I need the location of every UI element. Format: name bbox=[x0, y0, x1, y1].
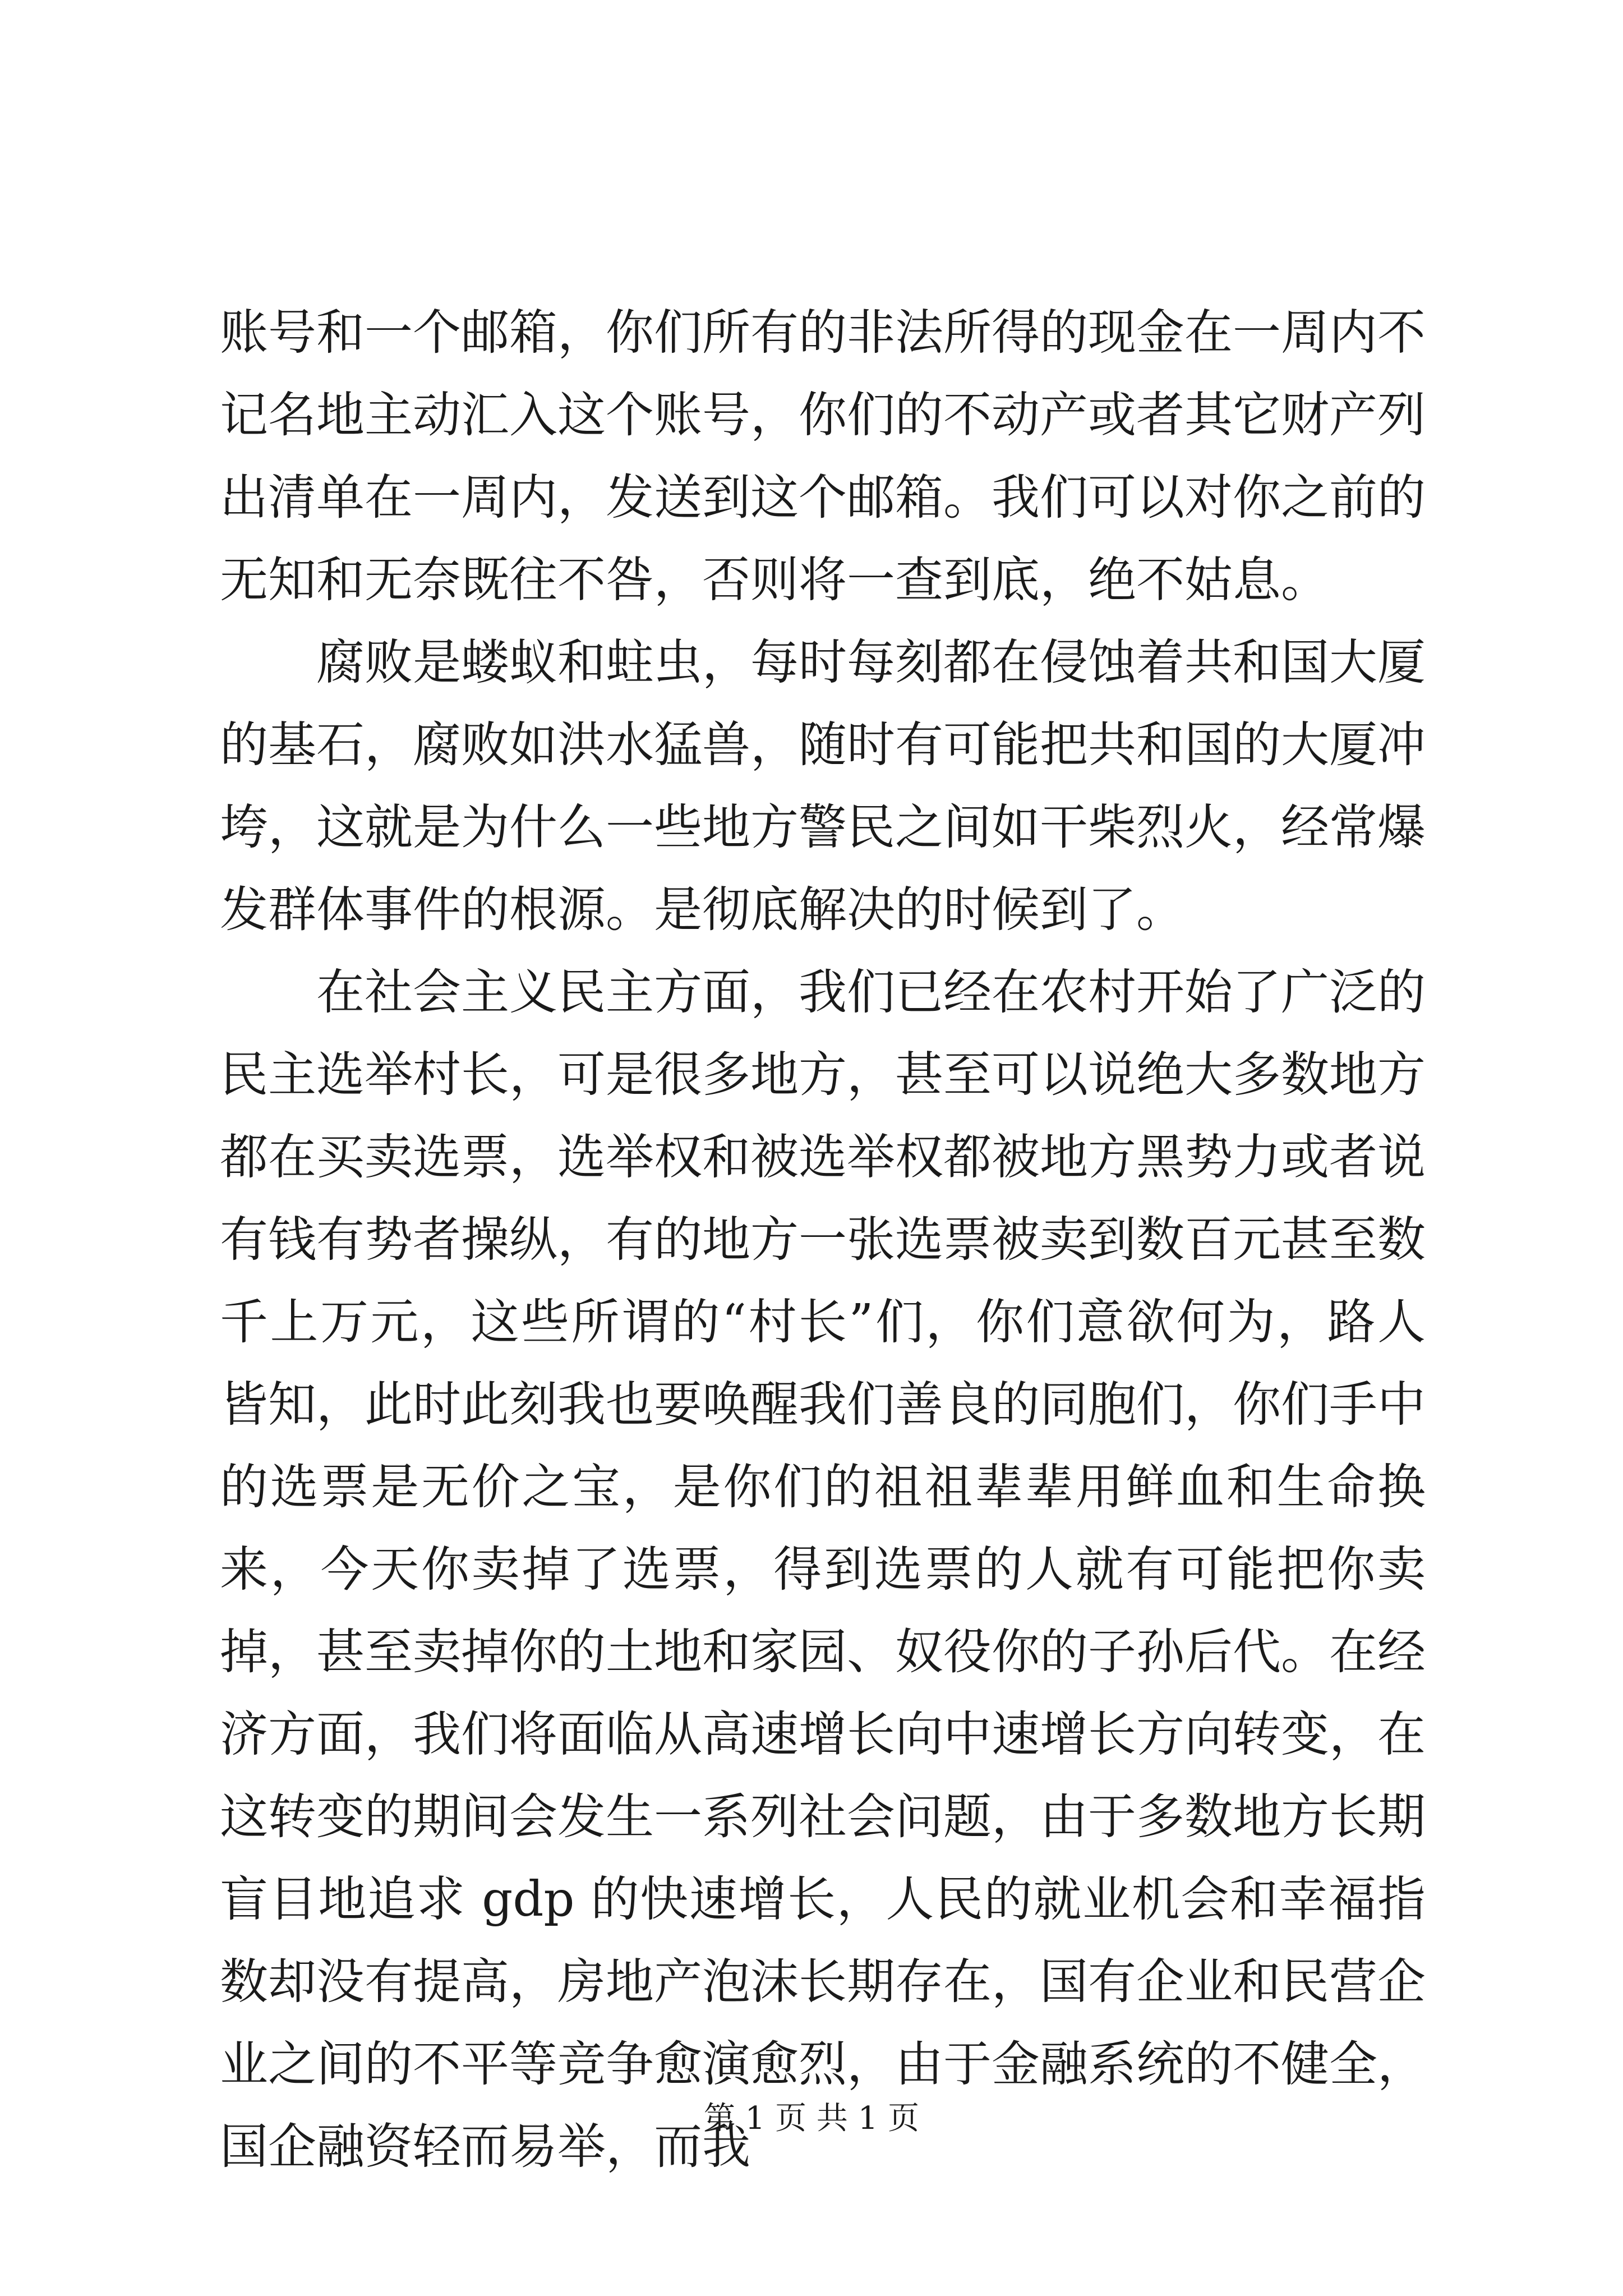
paragraph-1: 账号和一个邮箱，你们所有的非法所得的现金在一周内不记名地主动汇入这个账号，你们的不动产或者其它财产列出清单在一周内，发送到这个邮箱。我们可以对你之前的无知和无奈既往不咎，否则将一查到底，绝不姑息。 bbox=[220, 305, 1426, 608]
paragraph-3: 在社会主义民主方面，我们已经在农村开始了广泛的民主选举村长，可是很多地方，甚至可以说绝大多数地方都在买卖选票，选举权和被选举权都被地方黑势力或者说有钱有势者操纵，有的地方一张选票被卖到数百元甚至数千上万元，这些所谓的“村长”们，你们意欲何为，路人皆知，此时此刻我也要唤醒我们善良的同胞们，你们手中的选票是无价之宝，是你们的祖祖辈辈用鲜血和生命换来，今天你卖掉了选票，得到选票的人就有可能把你卖掉，甚至卖掉你的土地和家园、奴役你的子孙后代。在经济方面，我们将面临从高速增长向中速增长方向转变，在这转变的期间会发生一系列社会问题，由于多数地方长期盲目地追求 gdp 的快速增长，人民的就业机会和幸福指数却没有提高，房地产泡沫长期存在，国有企业和民营企业之间的不平等竞争愈演愈烈，由于金融系统的不健全，国企融资轻而易举，而我 bbox=[220, 964, 1426, 2175]
paragraph-2: 腐败是蝼蚁和蛀虫，每时每刻都在侵蚀着共和国大厦的基石，腐败如洪水猛兽，随时有可能把共和国的大厦冲垮，这就是为什么一些地方警民之间如干柴烈火，经常爆发群体事件的根源。是彻底解决的时候到了。 bbox=[220, 634, 1426, 938]
page-footer: 第 1 页 共 1 页 bbox=[703, 2100, 920, 2137]
document-body bbox=[220, 292, 1426, 2188]
